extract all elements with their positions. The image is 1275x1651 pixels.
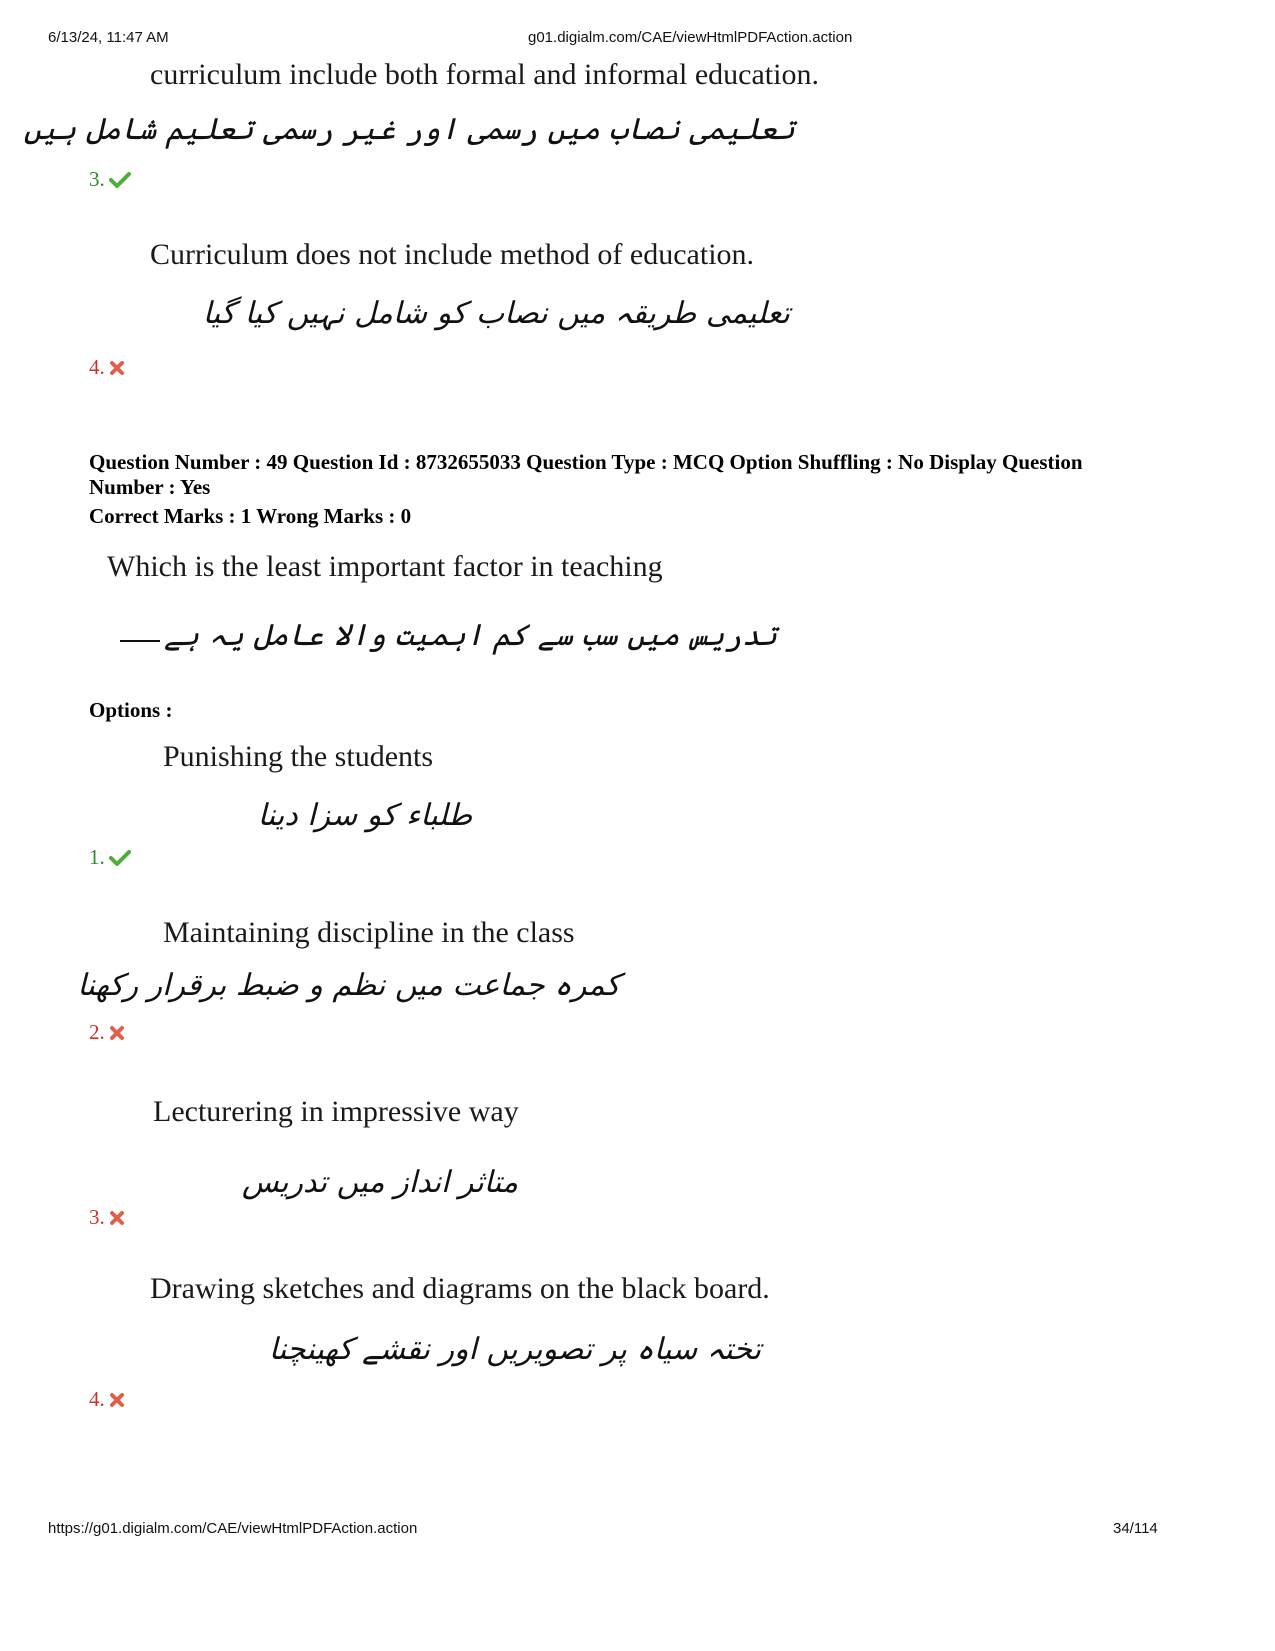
option-2-urdu: کمرہ جماعت میں نظم و ضبط برقرار رکھنا: [77, 968, 620, 1003]
prev-option-4-urdu: تعلیمی طریقہ میں نصاب کو شامل نہیں کیا گیا: [202, 296, 790, 331]
page-number: 34/114: [1113, 1520, 1158, 1537]
answer-blank-line: [120, 640, 160, 642]
question-marks: Correct Marks : 1 Wrong Marks : 0: [89, 504, 412, 528]
prev-option-3-label: 3.: [89, 167, 105, 191]
option-4-urdu: تختہ سیاہ پر تصویریں اور نقشے کھینچنا: [268, 1332, 762, 1367]
print-datetime: 6/13/24, 11:47 AM: [48, 29, 169, 46]
prev-option-4-english: Curriculum does not include method of education.: [150, 238, 755, 271]
question-urdu: تدریس میں سب سے کم اہمیت والا عامل یہ ہے: [164, 618, 778, 653]
question-meta-line-1: Question Number : 49 Question Id : 8732655033 Question Type : MCQ Option Shuffling : No Display Question: [89, 450, 1083, 474]
option-2-number: [89, 1020, 125, 1045]
check-icon: [109, 171, 131, 189]
option-2-label: 2.: [89, 1020, 105, 1044]
option-3-english: Lecturering in impressive way: [153, 1095, 519, 1128]
option-1-english: Punishing the students: [163, 740, 434, 773]
option-1-number: [89, 845, 131, 870]
prev-option-4-label: 4.: [89, 355, 105, 379]
option-3-number: [89, 1205, 125, 1230]
cross-icon: [109, 1025, 125, 1041]
option-1-urdu: طلباء کو سزا دینا: [257, 798, 473, 833]
option-4-number: [89, 1387, 125, 1412]
question-english: Which is the least important factor in teaching: [107, 550, 663, 583]
option-4-label: 4.: [89, 1387, 105, 1411]
cross-icon: [109, 360, 125, 376]
prev-option-3-english: curriculum include both formal and informal education.: [150, 58, 819, 91]
prev-option-3-urdu: تعلیمی نصاب میں رسمی اور غیر رسمی تعلیم شامل ہیں: [23, 112, 795, 147]
cross-icon: [109, 1210, 125, 1226]
prev-option-3-number: [89, 167, 131, 192]
option-2-english: Maintaining discipline in the class: [163, 916, 575, 949]
option-4-english: Drawing sketches and diagrams on the black board.: [150, 1272, 770, 1305]
option-3-urdu: متاثر انداز میں تدریس: [241, 1165, 519, 1200]
footer-url: https://g01.digialm.com/CAE/viewHtmlPDFAction.action: [48, 1520, 418, 1537]
question-urdu-row: [110, 618, 778, 653]
prev-option-4-number: [89, 355, 125, 380]
option-3-label: 3.: [89, 1205, 105, 1229]
option-1-label: 1.: [89, 845, 105, 869]
check-icon: [109, 849, 131, 867]
cross-icon: [109, 1392, 125, 1408]
question-meta: [89, 450, 1189, 529]
question-meta-line-2: Number : Yes: [89, 475, 211, 499]
options-label: Options :: [89, 698, 173, 722]
print-url: g01.digialm.com/CAE/viewHtmlPDFAction.action: [528, 29, 853, 46]
